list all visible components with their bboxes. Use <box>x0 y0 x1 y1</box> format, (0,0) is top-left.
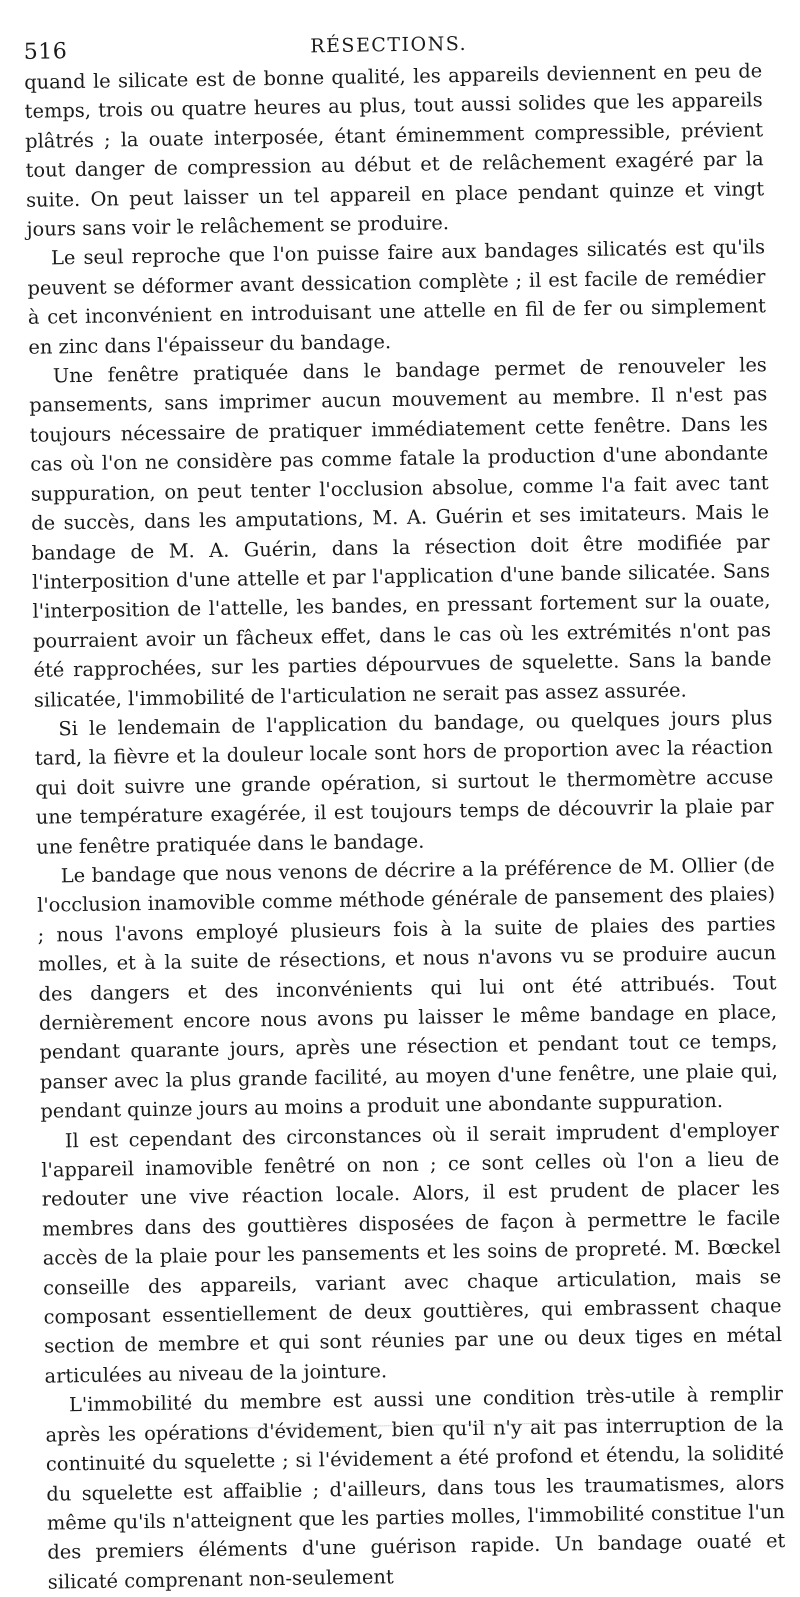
page-number: 516 <box>23 39 68 65</box>
paragraph: Une fenêtre pratiquée dans le bandage permet de renouveler les pansements, sans imprimer aucun mouvement au membre. Il n'est pas toujours nécessaire de pratiquer immédiatement cette fenêtre. Dans les cas où l'on ne considère pas comme fatale la production d'une abondante suppuration, on peut tenter l'occlusion absolue, comme l'a fait avec tant de succès, dans les amputations, M. A. Guérin et ses imitateurs. Mais le bandage de M. A. Guérin, dans la résection doit être modifiée par l'interposition d'une attelle et par l'application d'une bande silicatée. Sans l'interposition de l'attelle, les bandes, en pressant fortement sur la ouate, pourraient avoir un fâcheux effet, dans le cas où les extrémités n'ont pas été rapprochées, sur les parties dépourvues de squelette. Sans la bande silicatée, l'immobilité de l'articulation ne serait pas assez assurée. <box>29 353 772 712</box>
body-text <box>24 56 786 1597</box>
page-title: RÉSECTIONS. <box>310 32 468 58</box>
paragraph-continuation: quand le silicate est de bonne qualité, les appareils deviennent en peu de temps, trois ou quatre heures au plus, tout aussi solides que les appareils plâtrés ; la ouate interposée, étant éminemment compressible, prévient tout danger de compression au début et de relâchement exagéré par la suite. On peut laisser un tel appareil en place pendant quinze et vingt jours sans voir le relâchement se produire. <box>24 59 765 241</box>
paragraph: Le bandage que nous venons de décrire a la préférence de M. Ollier (de l'occlusion inamovible comme méthode générale de pansement des plaies) ; nous l'avons employé plusieurs fois à la suite de plaies des parties molles, et à la suite de résections, et nous n'avons vu se produire aucun des dangers et des inconvénients qui lui ont été attribués. Tout dernièrement encore nous avons pu laisser le même bandage en place, pendant quarante jours, après une résection et pendant tout ce temps, panser avec la plus grande facilité, au moyen d'une fenêtre, une plaie qui, pendant quinze jours au moins a produit une abondante suppuration. <box>37 853 779 1123</box>
paragraph: Si le lendemain de l'application du bandage, ou quelques jours plus tard, la fièvre et la douleur locale sont hors de proportion avec la réaction qui doit suivre une grande opération, si surtout le thermomètre accuse une température exagérée, il est toujours temps de découvrir la plaie par une fenêtre pratiquée dans le bandage. <box>34 706 774 859</box>
paragraph: L'immobilité du membre est aussi une condition très-utile à remplir après les opérations d'évidement, bien qu'il n'y ait pas interruption de la continuité du squelette ; si l'évidement a été profond et étendu, la solidité du squelette est affaiblie ; d'ailleurs, dans tous les traumatismes, alors même qu'ils n'atteignent que les parties molles, l'immobilité constitue l'un des premiers éléments d'une guérison rapide. Un bandage ouaté et silicaté comprenant non-seulement <box>45 1382 786 1594</box>
paragraph: Il est cependant des circonstances où il serait imprudent d'employer l'appareil inamovible fenêtré on non ; ce sont celles où l'on a lieu de redouter une vive réaction locale. Alors, il est prudent de placer les membres dans des gouttières disposées de façon à permettre le facile accès de la plaie pour les pansements et les soins de propreté. M. Bœckel conseille des appareils, variant avec chaque articulation, mais se composant essentiellement de deux gouttières, qui embrassent chaque section de membre et qui sont réunies par une ou deux tiges en métal articulées au niveau de la jointure. <box>41 1117 783 1388</box>
paragraph: Le seul reproche que l'on puisse faire aux bandages silicatés est qu'ils peuvent se déformer avant dessication complète ; il est facile de remédier à cet inconvénient en introduisant une attelle en fil de fer ou simplement en zinc dans l'épaisseur du bandage. <box>27 235 767 359</box>
